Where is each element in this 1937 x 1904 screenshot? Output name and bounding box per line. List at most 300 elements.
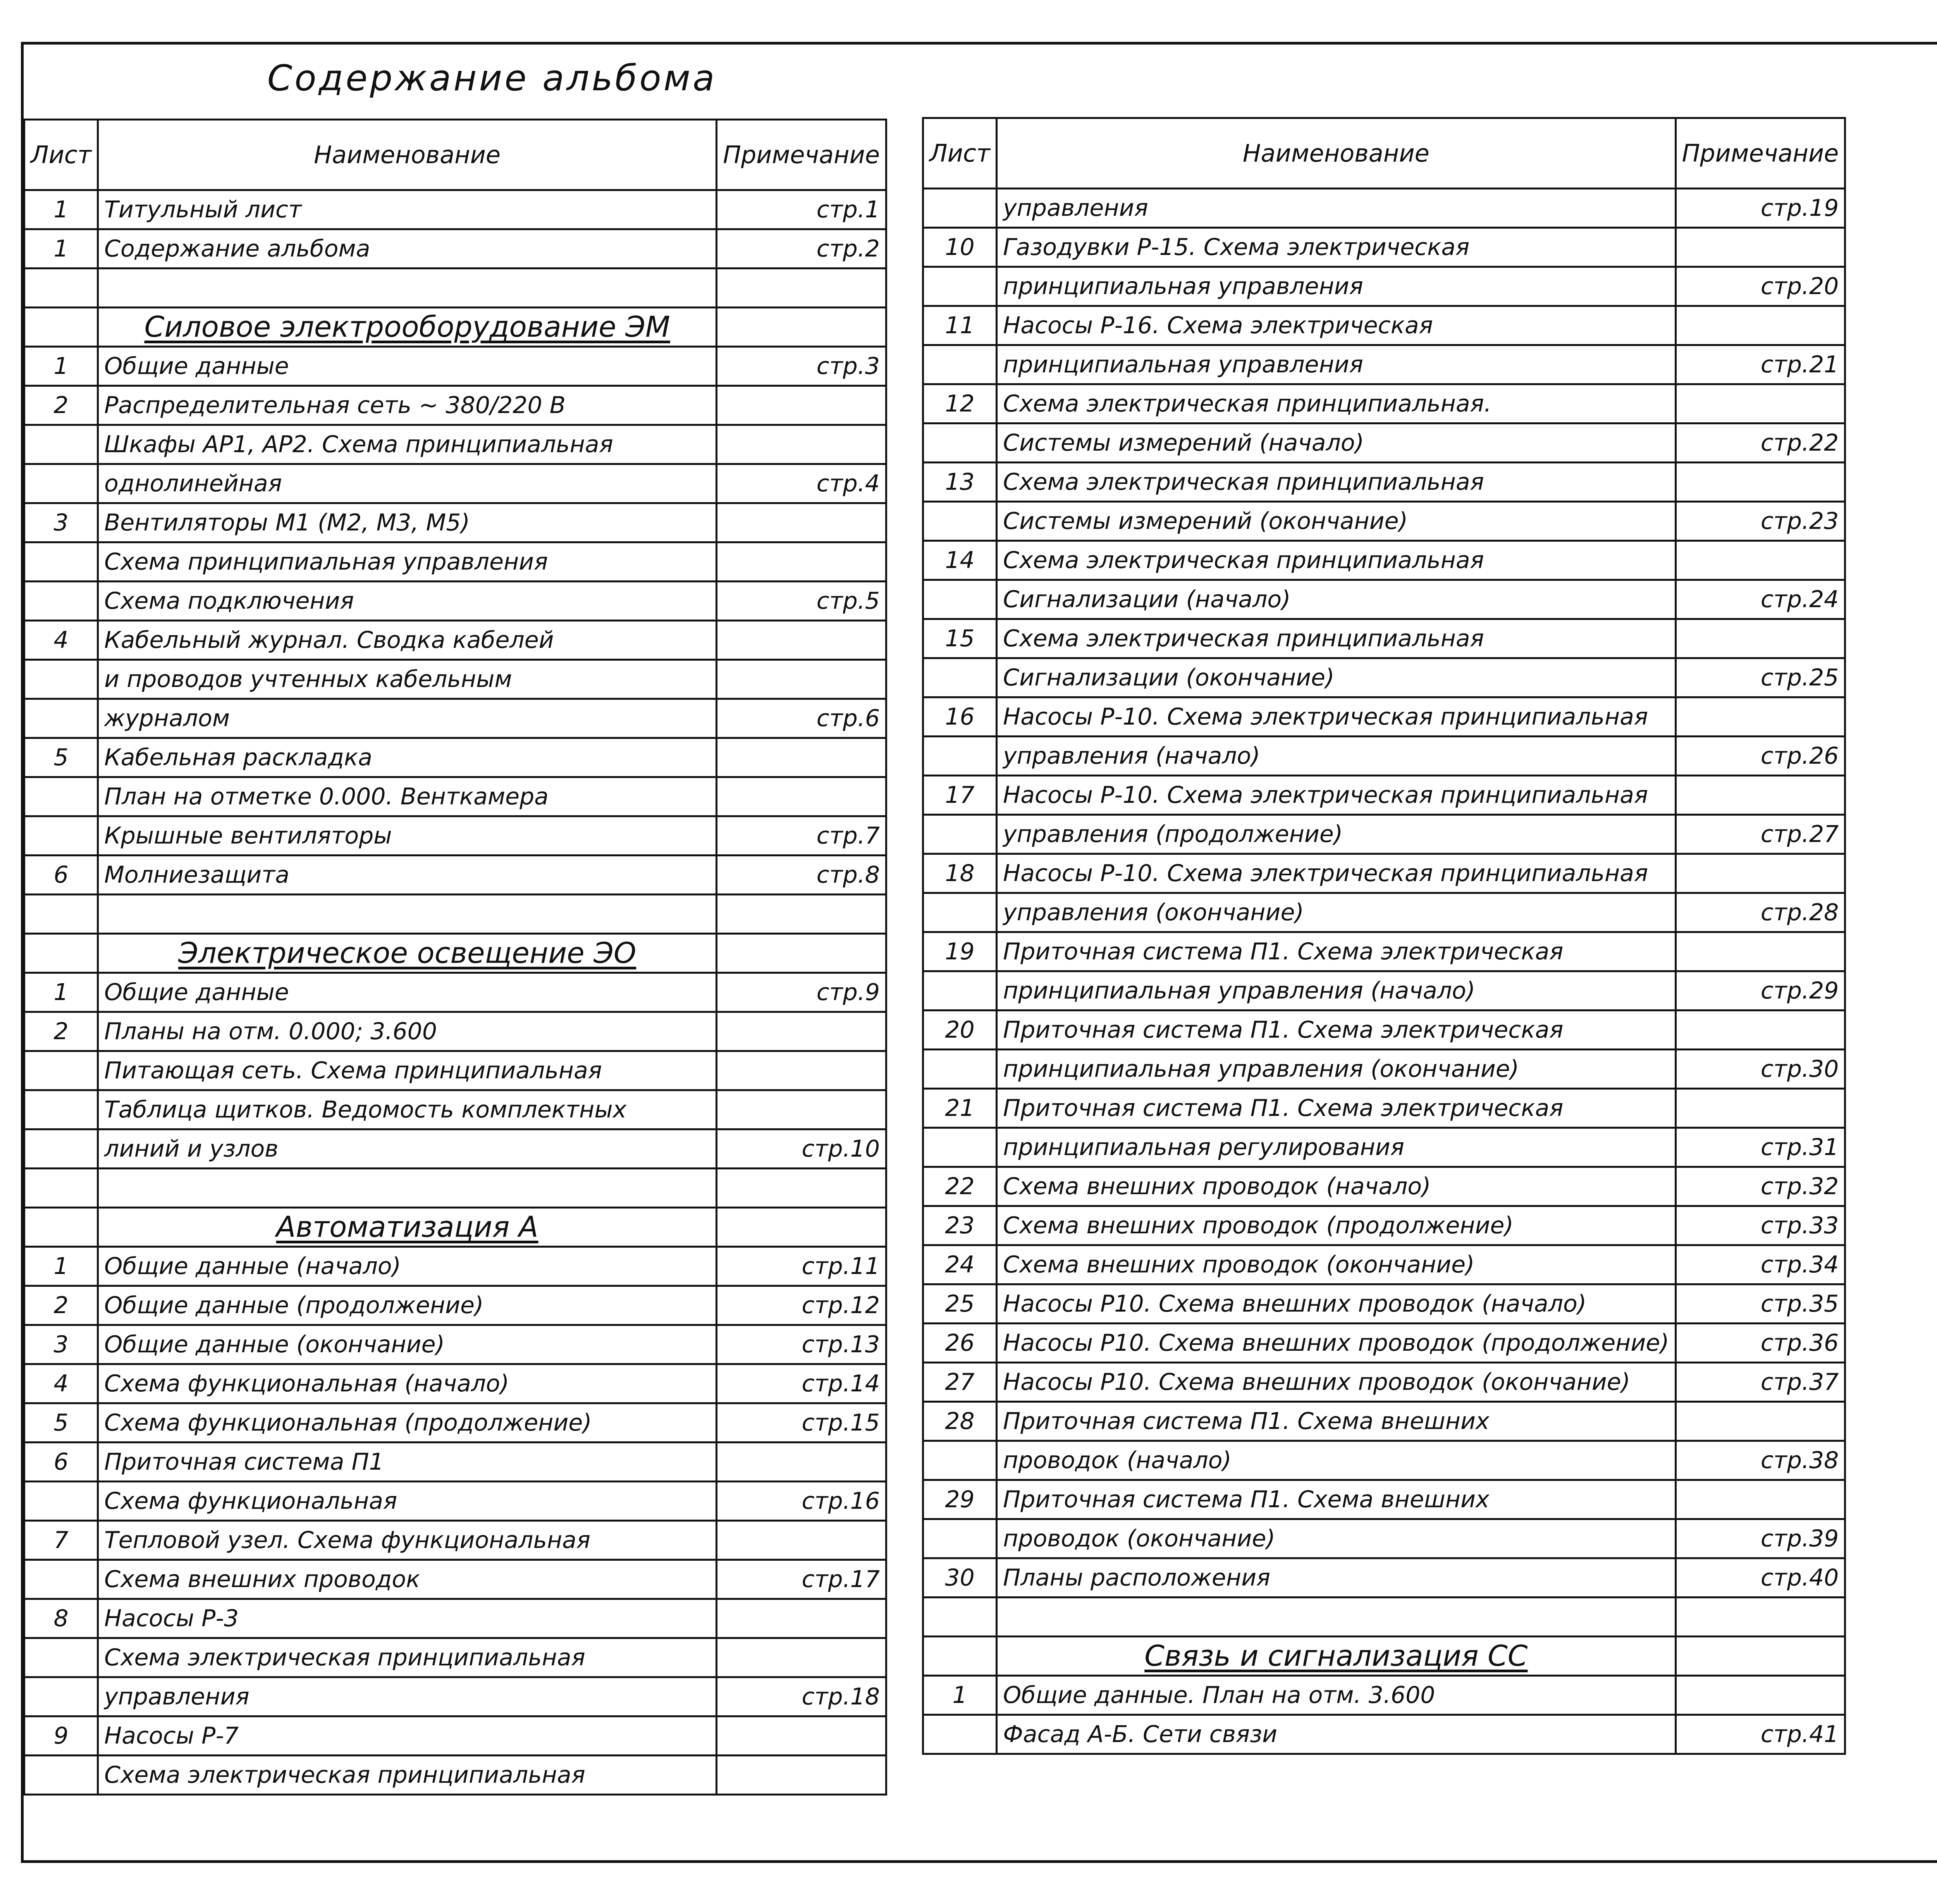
table-row <box>923 1050 1845 1089</box>
sheet-number-cell <box>923 1050 997 1089</box>
table-row <box>923 306 1845 345</box>
item-name-cell: управления (продолжение) <box>997 815 1676 854</box>
sheet-number-cell: 5 <box>24 738 98 777</box>
sheet-number-cell: 16 <box>923 697 997 737</box>
item-name-cell: Кабельный журнал. Сводка кабелей <box>98 621 717 660</box>
table-row <box>923 463 1845 502</box>
sheet-number-cell <box>24 1169 98 1208</box>
table-row <box>24 503 886 542</box>
item-name-cell: Таблица щитков. Ведомость комплектных <box>98 1090 717 1129</box>
page-note-cell <box>717 1090 886 1129</box>
sheet-number-cell: 13 <box>923 463 997 502</box>
table-row <box>923 1519 1845 1558</box>
sheet-number-cell: 30 <box>923 1558 997 1598</box>
page-note-cell: стр.32 <box>1676 1167 1845 1206</box>
item-name-cell: принципиальная управления (начало) <box>997 971 1676 1011</box>
page-note-cell <box>717 308 886 347</box>
sheet-number-cell: 1 <box>24 190 98 229</box>
table-row <box>923 541 1845 580</box>
sheet-number-cell <box>24 1560 98 1599</box>
page-note-cell <box>717 1756 886 1795</box>
item-name-cell: Общие данные (продолжение) <box>98 1286 717 1325</box>
sheet-number-cell <box>24 660 98 699</box>
sheet-number-cell: 1 <box>24 973 98 1012</box>
table-row <box>24 425 886 464</box>
sheet-number-cell: 2 <box>24 1286 98 1325</box>
page-note-cell <box>1676 1637 1845 1676</box>
page-note-cell <box>1676 1402 1845 1441</box>
item-name-cell: Системы измерений (окончание) <box>997 502 1676 541</box>
table-row <box>24 1443 886 1482</box>
item-name-cell: Схема электрическая принципиальная <box>997 619 1676 658</box>
page-note-cell: стр.24 <box>1676 580 1845 619</box>
contents-table-left <box>23 119 887 1796</box>
item-name-cell: Приточная система П1. Схема внешних <box>997 1480 1676 1519</box>
section-row <box>923 1637 1845 1676</box>
sheet-number-cell <box>923 1715 997 1754</box>
page-note-cell: стр.34 <box>1676 1245 1845 1284</box>
page-note-cell <box>717 1208 886 1247</box>
page-note-cell <box>717 621 886 660</box>
page-note-cell: стр.11 <box>717 1247 886 1286</box>
page-note-cell: стр.21 <box>1676 345 1845 384</box>
sheet-number-cell <box>24 1129 98 1169</box>
table-header-row <box>24 120 886 190</box>
table-row <box>24 269 886 308</box>
item-name-cell: Схема принципиальная управления <box>98 542 717 582</box>
item-name-cell: журналом <box>98 699 717 738</box>
item-name-cell: Насосы Р-16. Схема электрическая <box>997 306 1676 345</box>
sheet-number-cell <box>923 189 997 228</box>
sheet-number-cell: 1 <box>24 1247 98 1286</box>
sheet-number-cell: 8 <box>24 1599 98 1638</box>
sheet-number-cell <box>923 971 997 1011</box>
item-name-cell: Схема подключения <box>98 582 717 621</box>
sheet-number-cell: 26 <box>923 1324 997 1363</box>
item-name-cell: Приточная система П1 <box>98 1443 717 1482</box>
table-row <box>24 738 886 777</box>
table-row <box>923 1128 1845 1167</box>
item-name-cell: Схема функциональная (продолжение) <box>98 1403 717 1443</box>
item-name-cell: Приточная система П1. Схема внешних <box>997 1402 1676 1441</box>
item-name-cell: Общие данные (начало) <box>98 1247 717 1286</box>
item-name-cell: управления <box>98 1677 717 1716</box>
page-note-cell <box>717 503 886 542</box>
sheet-number-cell: 23 <box>923 1206 997 1245</box>
item-name-cell: Фасад А-Б. Сети связи <box>997 1715 1676 1754</box>
page-note-cell: стр.13 <box>717 1325 886 1364</box>
sheet-number-cell: 24 <box>923 1245 997 1284</box>
sheet-number-cell: 3 <box>24 503 98 542</box>
sheet-number-cell: 11 <box>923 306 997 345</box>
item-name-cell: проводок (начало) <box>997 1441 1676 1480</box>
page-note-cell <box>1676 228 1845 267</box>
sheet-number-cell: 3 <box>24 1325 98 1364</box>
item-name-cell: Связь и сигнализация СС <box>997 1637 1676 1676</box>
sheet-number-cell: 4 <box>24 621 98 660</box>
page-note-cell: стр.29 <box>1676 971 1845 1011</box>
page-note-cell: стр.41 <box>1676 1715 1845 1754</box>
sheet-number-cell: 18 <box>923 854 997 893</box>
sheet-number-cell: 25 <box>923 1284 997 1324</box>
item-name-cell <box>98 269 717 308</box>
page-note-cell <box>1676 932 1845 971</box>
table-row <box>24 777 886 816</box>
page-note-cell: стр.2 <box>717 229 886 269</box>
page-note-cell: стр.15 <box>717 1403 886 1443</box>
table-row <box>923 815 1845 854</box>
page-note-cell <box>717 1521 886 1560</box>
item-name-cell: Насосы Р10. Схема внешних проводок (продолжение) <box>997 1324 1676 1363</box>
item-name-cell: Сигнализации (окончание) <box>997 658 1676 697</box>
page-note-cell <box>717 1169 886 1208</box>
page-note-cell: стр.14 <box>717 1364 886 1403</box>
table-row <box>923 1363 1845 1402</box>
page-note-cell: стр.40 <box>1676 1558 1845 1598</box>
sheet-number-cell <box>24 464 98 503</box>
page-note-cell: стр.22 <box>1676 423 1845 463</box>
page-note-cell: стр.37 <box>1676 1363 1845 1402</box>
page-note-cell <box>1676 1598 1845 1637</box>
table-row <box>24 1286 886 1325</box>
sheet-number-cell: 5 <box>24 1403 98 1443</box>
item-name-cell: Схема электрическая принципиальная <box>98 1756 717 1795</box>
sheet-number-cell <box>923 658 997 697</box>
item-name-cell: Планы на отм. 0.000; 3.600 <box>98 1012 717 1051</box>
sheet-number-cell: 29 <box>923 1480 997 1519</box>
sheet-number-cell <box>24 777 98 816</box>
page-note-cell <box>1676 1089 1845 1128</box>
table-row <box>923 737 1845 776</box>
item-name-cell: Газодувки Р-15. Схема электрическая <box>997 228 1676 267</box>
table-row <box>923 423 1845 463</box>
sheet-number-cell: 27 <box>923 1363 997 1402</box>
table-row <box>24 1638 886 1677</box>
sheet-number-cell: 19 <box>923 932 997 971</box>
table-row <box>923 697 1845 737</box>
table-row <box>24 1129 886 1169</box>
sheet-number-cell <box>24 542 98 582</box>
sheet-number-cell <box>923 893 997 932</box>
item-name-cell: принципиальная управления <box>997 267 1676 306</box>
item-name-cell: Вентиляторы М1 (М2, М3, М5) <box>98 503 717 542</box>
table-row <box>923 854 1845 893</box>
sheet-number-cell <box>923 815 997 854</box>
item-name-cell: Автоматизация А <box>98 1208 717 1247</box>
table-header-row <box>923 118 1845 189</box>
item-name-cell: Системы измерений (начало) <box>997 423 1676 463</box>
table-row <box>923 1402 1845 1441</box>
page-note-cell: стр.1 <box>717 190 886 229</box>
item-name-cell: Распределительная сеть ~ 380/220 В <box>98 386 717 425</box>
item-name-cell: Общие данные. План на отм. 3.600 <box>997 1676 1676 1715</box>
page-note-cell: стр.31 <box>1676 1128 1845 1167</box>
sheet-number-cell: 6 <box>24 1443 98 1482</box>
page-note-cell <box>1676 541 1845 580</box>
item-name-cell: Сигнализации (начало) <box>997 580 1676 619</box>
table-row <box>923 502 1845 541</box>
page-note-cell <box>717 386 886 425</box>
header-sheet: Лист <box>24 120 98 190</box>
sheet-number-cell <box>24 1090 98 1129</box>
item-name-cell: Планы расположения <box>997 1558 1676 1598</box>
page-note-cell: стр.20 <box>1676 267 1845 306</box>
table-row <box>24 1521 886 1560</box>
page-note-cell <box>1676 1480 1845 1519</box>
sheet-number-cell: 10 <box>923 228 997 267</box>
table-row <box>923 1676 1845 1715</box>
sheet-number-cell <box>24 934 98 973</box>
table-row <box>24 1756 886 1795</box>
album-contents-title: Содержание альбома <box>267 57 717 99</box>
page-note-cell <box>717 542 886 582</box>
sheet-number-cell: 6 <box>24 856 98 895</box>
item-name-cell: Схема электрическая принципиальная <box>98 1638 717 1677</box>
table-row <box>24 1677 886 1716</box>
table-row <box>24 1012 886 1051</box>
item-name-cell: Электрическое освещение ЭО <box>98 934 717 973</box>
page-note-cell <box>717 1051 886 1090</box>
item-name-cell: Кабельная раскладка <box>98 738 717 777</box>
table-row <box>923 1089 1845 1128</box>
sheet-number-cell <box>923 1519 997 1558</box>
sheet-number-cell <box>24 1482 98 1521</box>
page-note-cell <box>717 777 886 816</box>
page-note-cell: стр.27 <box>1676 815 1845 854</box>
table-row <box>24 1560 886 1599</box>
section-row <box>24 934 886 973</box>
table-row <box>24 347 886 386</box>
table-row <box>24 229 886 269</box>
table-row <box>923 1715 1845 1754</box>
section-row <box>24 308 886 347</box>
sheet-number-cell: 9 <box>24 1716 98 1756</box>
sheet-number-cell <box>923 502 997 541</box>
table-row <box>923 1598 1845 1637</box>
page-note-cell: стр.36 <box>1676 1324 1845 1363</box>
page-note-cell: стр.16 <box>717 1482 886 1521</box>
page-note-cell: стр.18 <box>717 1677 886 1716</box>
page-note-cell <box>717 934 886 973</box>
sheet-number-cell <box>24 699 98 738</box>
table-row <box>24 1482 886 1521</box>
sheet-number-cell: 7 <box>24 1521 98 1560</box>
table-row <box>24 1169 886 1208</box>
item-name-cell: Питающая сеть. Схема принципиальная <box>98 1051 717 1090</box>
table-row <box>923 1206 1845 1245</box>
item-name-cell: Молниезащита <box>98 856 717 895</box>
table-row <box>24 1364 886 1403</box>
item-name-cell: управления (окончание) <box>997 893 1676 932</box>
sheet-number-cell: 22 <box>923 1167 997 1206</box>
table-row <box>24 1599 886 1638</box>
sheet-number-cell <box>923 737 997 776</box>
sheet-number-cell: 1 <box>24 229 98 269</box>
sheet-number-cell <box>24 1638 98 1677</box>
item-name-cell: Приточная система П1. Схема электрическая <box>997 1089 1676 1128</box>
page-note-cell <box>1676 463 1845 502</box>
page-note-cell <box>717 425 886 464</box>
item-name-cell: Насосы Р-7 <box>98 1716 717 1756</box>
sheet-number-cell: 1 <box>923 1676 997 1715</box>
sheet-number-cell: 17 <box>923 776 997 815</box>
table-row <box>923 1480 1845 1519</box>
sheet-number-cell: 14 <box>923 541 997 580</box>
page-note-cell <box>717 1638 886 1677</box>
table-row <box>24 699 886 738</box>
page-note-cell: стр.19 <box>1676 189 1845 228</box>
item-name-cell: Схема внешних проводок (окончание) <box>997 1245 1676 1284</box>
item-name-cell <box>98 895 717 934</box>
sheet-number-cell <box>24 1677 98 1716</box>
table-row <box>24 190 886 229</box>
table-row <box>24 816 886 856</box>
item-name-cell: Схема внешних проводок <box>98 1560 717 1599</box>
table-row <box>923 1245 1845 1284</box>
sheet-number-cell <box>923 423 997 463</box>
page-note-cell: стр.4 <box>717 464 886 503</box>
page-note-cell: стр.39 <box>1676 1519 1845 1558</box>
page-note-cell: стр.33 <box>1676 1206 1845 1245</box>
page-note-cell: стр.9 <box>717 973 886 1012</box>
sheet-number-cell <box>923 267 997 306</box>
page-note-cell: стр.35 <box>1676 1284 1845 1324</box>
header-name: Наименование <box>98 120 717 190</box>
item-name-cell: Насосы Р-10. Схема электрическая принципиальная <box>997 776 1676 815</box>
item-name-cell: Приточная система П1. Схема электрическая <box>997 1011 1676 1050</box>
item-name-cell: Приточная система П1. Схема электрическая <box>997 932 1676 971</box>
table-row <box>24 895 886 934</box>
item-name-cell: План на отметке 0.000. Венткамера <box>98 777 717 816</box>
table-row <box>24 386 886 425</box>
table-row <box>923 189 1845 228</box>
sheet-number-cell: 20 <box>923 1011 997 1050</box>
table-row <box>24 660 886 699</box>
sheet-number-cell: 21 <box>923 1089 997 1128</box>
table-row <box>923 1324 1845 1363</box>
header-note: Примечание <box>1676 118 1845 189</box>
item-name-cell: Тепловой узел. Схема функциональная <box>98 1521 717 1560</box>
item-name-cell: Общие данные <box>98 973 717 1012</box>
table-row <box>923 1167 1845 1206</box>
sheet-number-cell <box>923 1637 997 1676</box>
table-row <box>24 856 886 895</box>
sheet-number-cell <box>24 269 98 308</box>
table-row <box>923 776 1845 815</box>
item-name-cell: принципиальная регулирования <box>997 1128 1676 1167</box>
item-name-cell: управления (начало) <box>997 737 1676 776</box>
table-row <box>24 1247 886 1286</box>
table-row <box>923 1011 1845 1050</box>
item-name-cell: принципиальная управления (окончание) <box>997 1050 1676 1089</box>
item-name-cell: Схема электрическая принципиальная <box>997 541 1676 580</box>
page-note-cell <box>717 1443 886 1482</box>
page-note-cell <box>1676 1011 1845 1050</box>
page-note-cell: стр.38 <box>1676 1441 1845 1480</box>
page-note-cell <box>717 1012 886 1051</box>
table-row <box>923 619 1845 658</box>
sheet-number-cell: 2 <box>24 386 98 425</box>
table-row <box>923 267 1845 306</box>
table-row <box>24 582 886 621</box>
item-name-cell: Общие данные (окончание) <box>98 1325 717 1364</box>
page-note-cell: стр.10 <box>717 1129 886 1169</box>
item-name-cell: Схема электрическая принципиальная. <box>997 384 1676 423</box>
table-row <box>923 658 1845 697</box>
sheet-number-cell <box>923 580 997 619</box>
section-row <box>24 1208 886 1247</box>
page-note-cell <box>1676 1676 1845 1715</box>
sheet-number-cell <box>24 1208 98 1247</box>
sheet-number-cell <box>24 582 98 621</box>
table-row <box>24 1051 886 1090</box>
table-row <box>923 1441 1845 1480</box>
table-row <box>923 345 1845 384</box>
sheet-number-cell: 1 <box>24 347 98 386</box>
page-note-cell <box>717 1716 886 1756</box>
table-row <box>24 973 886 1012</box>
table-row <box>24 1090 886 1129</box>
item-name-cell: Схема функциональная <box>98 1482 717 1521</box>
table-row <box>923 932 1845 971</box>
page-note-cell <box>717 895 886 934</box>
item-name-cell: Силовое электрооборудование ЭМ <box>98 308 717 347</box>
item-name-cell: Шкафы АР1, АР2. Схема принципиальная <box>98 425 717 464</box>
page-note-cell <box>1676 697 1845 737</box>
table-row <box>24 542 886 582</box>
page-note-cell: стр.26 <box>1676 737 1845 776</box>
page-note-cell: стр.5 <box>717 582 886 621</box>
page-note-cell: стр.12 <box>717 1286 886 1325</box>
header-name: Наименование <box>997 118 1676 189</box>
sheet-number-cell <box>923 1441 997 1480</box>
sheet-number-cell: 15 <box>923 619 997 658</box>
item-name-cell: принципиальная управления <box>997 345 1676 384</box>
item-name-cell: Содержание альбома <box>98 229 717 269</box>
page-note-cell <box>717 1599 886 1638</box>
item-name-cell: Насосы Р-10. Схема электрическая принципиальная <box>997 697 1676 737</box>
table-row <box>923 384 1845 423</box>
item-name-cell: Насосы Р10. Схема внешних проводок (начало) <box>997 1284 1676 1324</box>
item-name-cell <box>98 1169 717 1208</box>
page-note-cell: стр.3 <box>717 347 886 386</box>
item-name-cell: Насосы Р-10. Схема электрическая принципиальная <box>997 854 1676 893</box>
sheet-number-cell <box>923 1598 997 1637</box>
sheet-number-cell: 12 <box>923 384 997 423</box>
sheet-number-cell: 4 <box>24 1364 98 1403</box>
item-name-cell: управления <box>997 189 1676 228</box>
table-row <box>24 621 886 660</box>
table-row <box>923 580 1845 619</box>
item-name-cell: однолинейная <box>98 464 717 503</box>
page-note-cell <box>1676 619 1845 658</box>
item-name-cell: Титульный лист <box>98 190 717 229</box>
header-note: Примечание <box>717 120 886 190</box>
page-note-cell <box>1676 854 1845 893</box>
item-name-cell: Схема внешних проводок (начало) <box>997 1167 1676 1206</box>
page-note-cell: стр.25 <box>1676 658 1845 697</box>
sheet-number-cell <box>24 308 98 347</box>
table-row <box>24 1325 886 1364</box>
page-note-cell: стр.23 <box>1676 502 1845 541</box>
sheet-number-cell: 28 <box>923 1402 997 1441</box>
sheet-number-cell <box>923 345 997 384</box>
item-name-cell <box>997 1598 1676 1637</box>
item-name-cell: и проводов учтенных кабельным <box>98 660 717 699</box>
item-name-cell: Насосы Р10. Схема внешних проводок (окончание) <box>997 1363 1676 1402</box>
page-note-cell <box>717 738 886 777</box>
item-name-cell: линий и узлов <box>98 1129 717 1169</box>
